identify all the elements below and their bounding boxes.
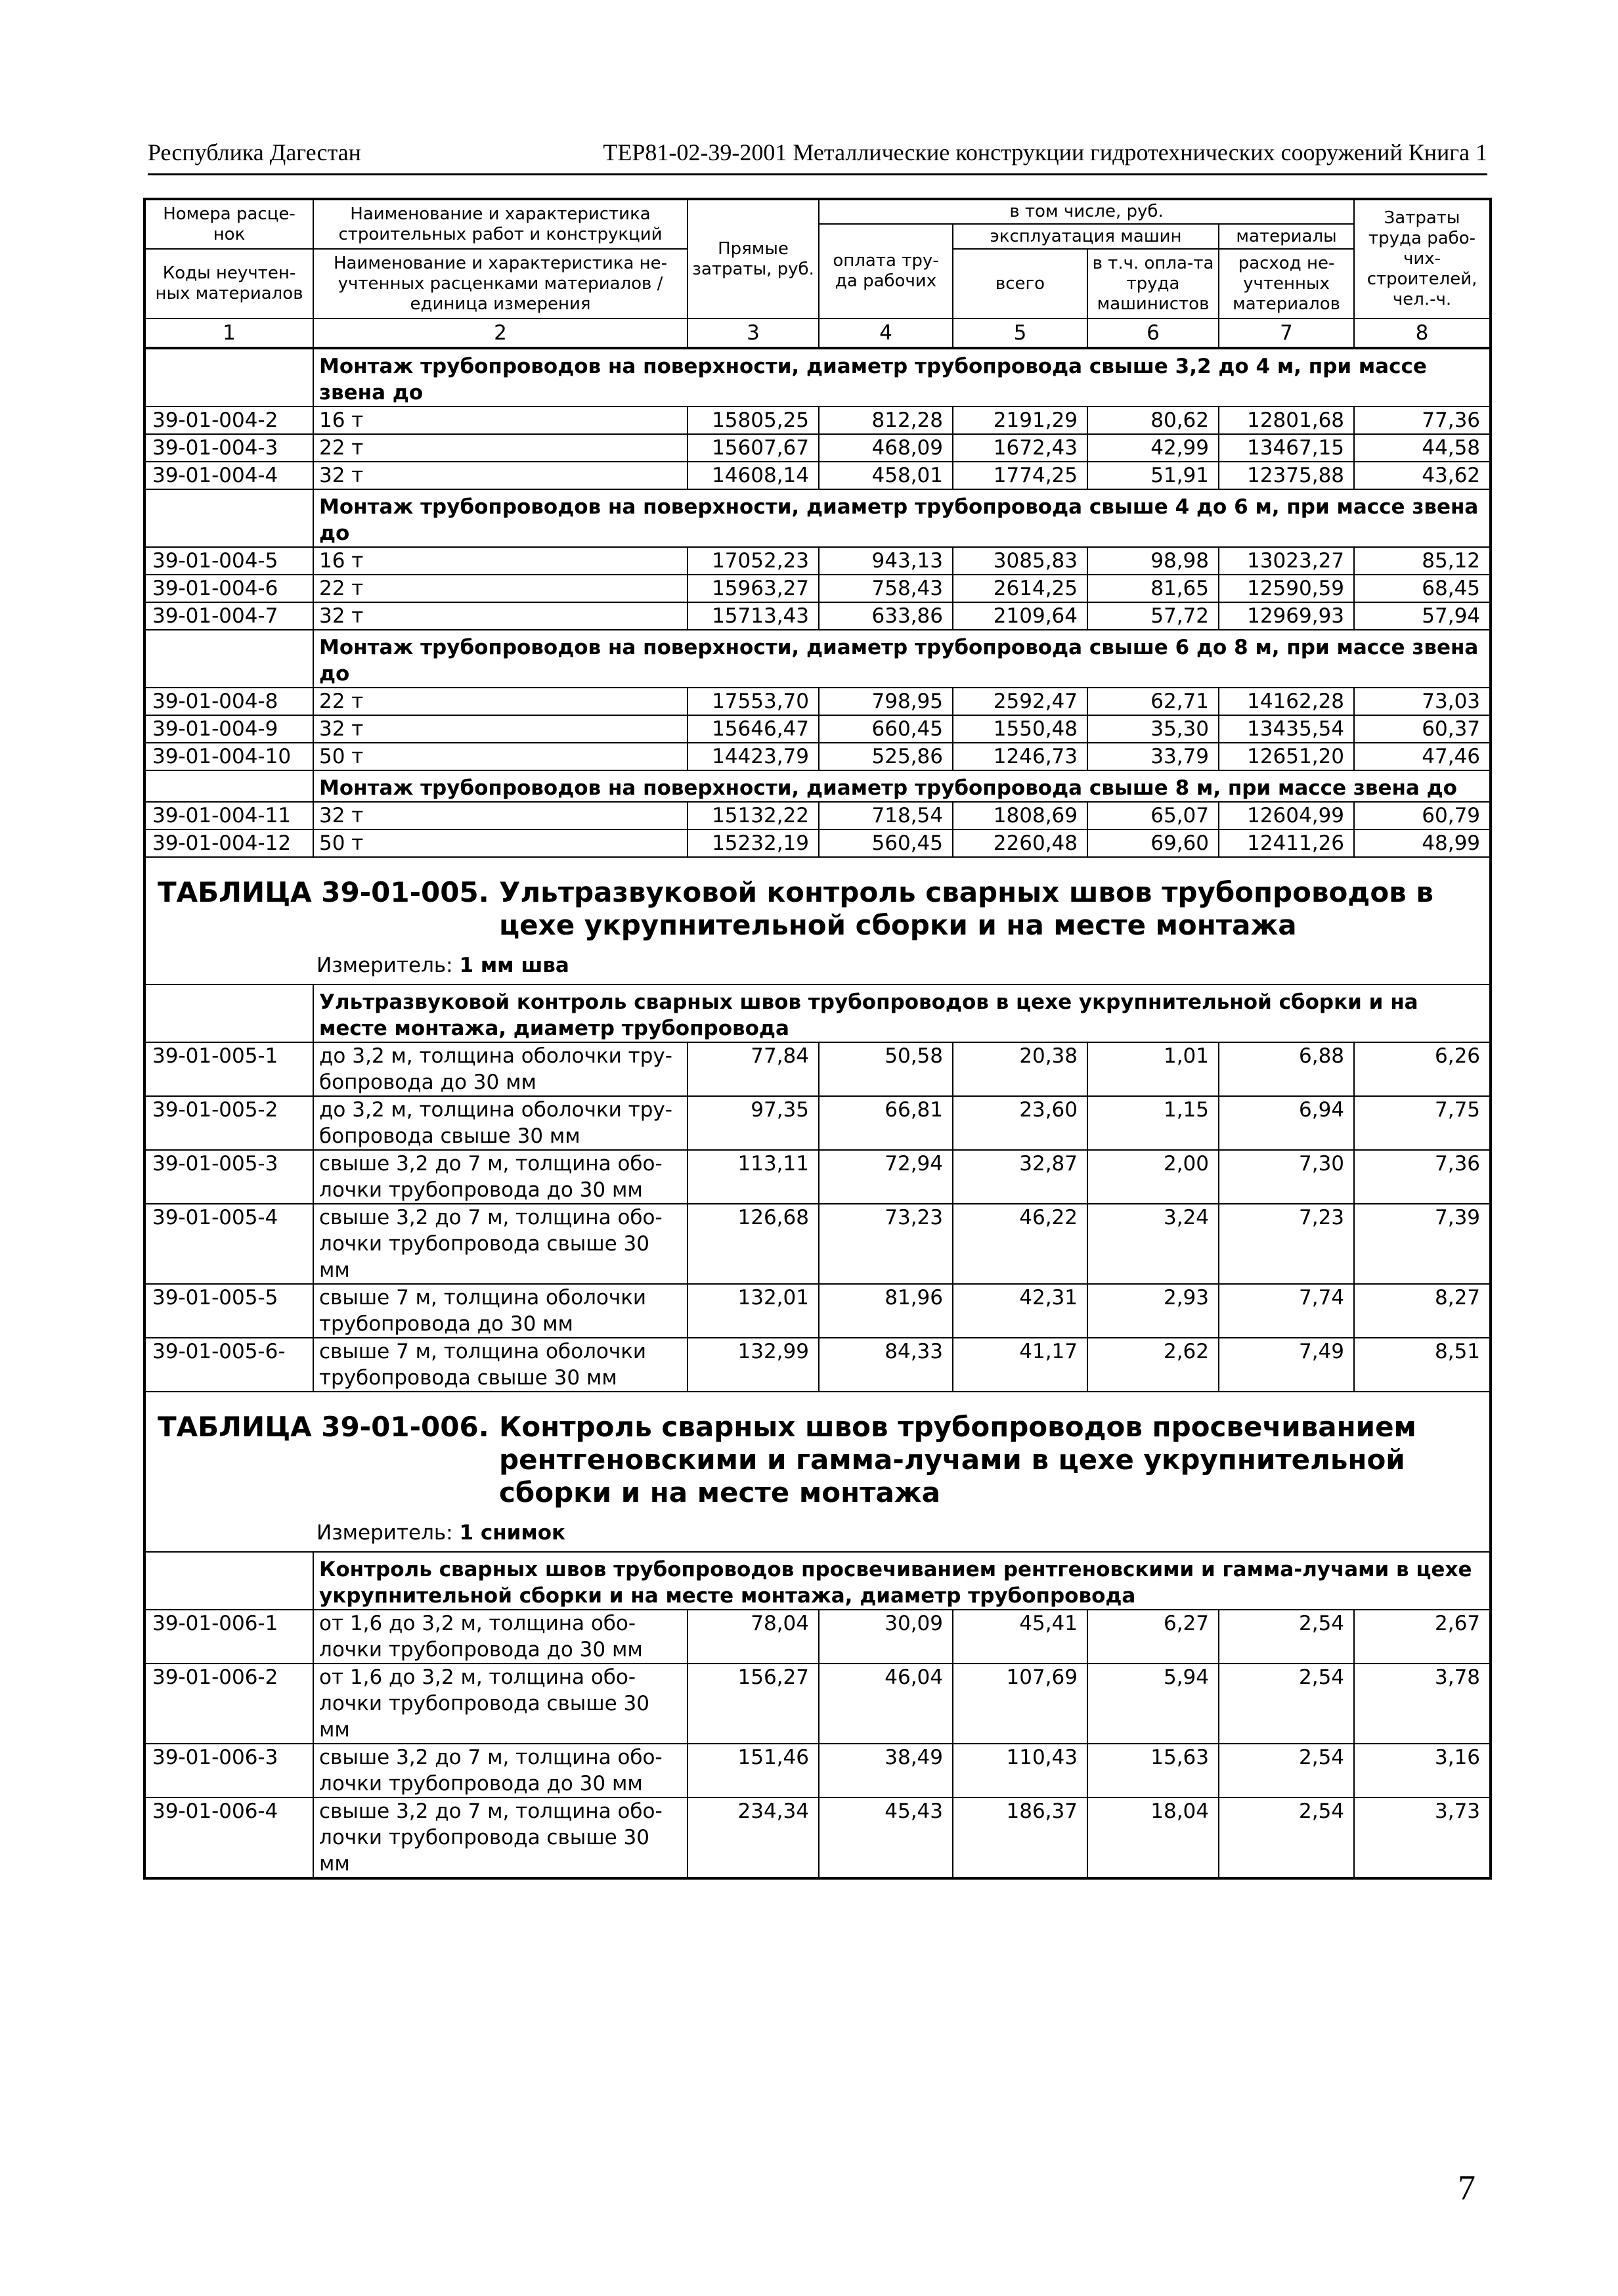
work-name: 32 т [313, 462, 688, 489]
section-row [144, 770, 1491, 802]
section-title: Монтаж трубопроводов на поверхности, диаметр трубопровода свыше 3,2 до 4 м, при массе звена до [313, 348, 1491, 407]
worker-wages: 50,58 [819, 1042, 953, 1096]
worker-wages: 660,45 [819, 715, 953, 743]
machinist-wages: 57,72 [1087, 602, 1219, 630]
table-heading-row [144, 857, 1491, 984]
rate-code: 39-01-004-2 [144, 407, 313, 434]
machinist-wages: 5,94 [1087, 1664, 1219, 1744]
worker-wages: 46,04 [819, 1664, 953, 1744]
unaccounted-materials: 12375,88 [1219, 462, 1354, 489]
measurement-unit [146, 1509, 1489, 1551]
table-row [144, 1284, 1491, 1338]
direct-costs: 234,34 [688, 1798, 819, 1878]
rate-code: 39-01-004-7 [144, 602, 313, 630]
meter-label: Измеритель: [317, 1521, 453, 1545]
direct-costs: 17553,70 [688, 688, 819, 715]
table-row [144, 1798, 1491, 1878]
work-name: 22 т [313, 688, 688, 715]
work-name: 22 т [313, 434, 688, 462]
worker-wages: 81,96 [819, 1284, 953, 1338]
direct-costs: 15232,19 [688, 829, 819, 857]
section-row [144, 1552, 1491, 1610]
table-row [144, 1096, 1491, 1150]
table-heading [146, 858, 1489, 942]
table-title: Ультразвуковой контроль сварных швов трубопроводов в цехе укрупнительной сборки и на месте монтажа [499, 876, 1433, 941]
col-work-name: Наименование и характеристика строительных работ и конструкций [313, 199, 688, 249]
section-title: Контроль сварных швов трубопроводов просвечиванием рентгеновскими и гамма-лучами в цехе укрупнительной сборки и на месте монтажа, диаметр трубопровода [313, 1552, 1491, 1610]
rate-code: 39-01-005-3 [144, 1150, 313, 1204]
table-row [144, 547, 1491, 575]
labor-costs: 3,78 [1354, 1664, 1491, 1744]
unaccounted-materials: 2,54 [1219, 1610, 1354, 1664]
direct-costs: 156,27 [688, 1664, 819, 1744]
machines-total: 45,41 [953, 1610, 1087, 1664]
unaccounted-materials: 2,54 [1219, 1744, 1354, 1798]
labor-costs: 48,99 [1354, 829, 1491, 857]
machinist-wages: 62,71 [1087, 688, 1219, 715]
column-number: 7 [1219, 319, 1354, 348]
machines-total: 2592,47 [953, 688, 1087, 715]
rate-code: 39-01-004-5 [144, 547, 313, 575]
page-header [148, 138, 1487, 175]
machinist-wages: 15,63 [1087, 1744, 1219, 1798]
rates-table [143, 198, 1492, 1880]
machinist-wages: 18,04 [1087, 1798, 1219, 1878]
machines-total: 1774,25 [953, 462, 1087, 489]
table-title: Контроль сварных швов трубопроводов просвечиванием рентгеновскими и гамма-лучами в цехе укрупнительной сборки и на месте монтажа [499, 1411, 1416, 1509]
worker-wages: 633,86 [819, 602, 953, 630]
machinist-wages: 1,15 [1087, 1096, 1219, 1150]
labor-costs: 43,62 [1354, 462, 1491, 489]
table-number: ТАБЛИЦА 39-01-005. [158, 876, 489, 908]
column-number: 4 [819, 319, 953, 348]
machinist-wages: 51,91 [1087, 462, 1219, 489]
worker-wages: 458,01 [819, 462, 953, 489]
worker-wages: 525,86 [819, 743, 953, 770]
rate-code: 39-01-004-4 [144, 462, 313, 489]
section-code-cell [144, 984, 313, 1042]
unaccounted-materials: 12411,26 [1219, 829, 1354, 857]
machines-total: 20,38 [953, 1042, 1087, 1096]
measurement-unit [146, 942, 1489, 984]
table-row [144, 802, 1491, 829]
header-region: Республика Дагестан [148, 139, 361, 166]
machines-total: 41,17 [953, 1338, 1087, 1392]
labor-costs: 3,73 [1354, 1798, 1491, 1878]
rate-code: 39-01-004-3 [144, 434, 313, 462]
work-name: 22 т [313, 575, 688, 602]
table-row [144, 1744, 1491, 1798]
column-number: 6 [1087, 319, 1219, 348]
worker-wages: 66,81 [819, 1096, 953, 1150]
direct-costs: 15132,22 [688, 802, 819, 829]
table-row [144, 688, 1491, 715]
machines-total: 2260,48 [953, 829, 1087, 857]
machines-total: 1808,69 [953, 802, 1087, 829]
labor-costs: 85,12 [1354, 547, 1491, 575]
worker-wages: 38,49 [819, 1744, 953, 1798]
work-name: свыше 3,2 до 7 м, толщина обо-лочки трубопровода свыше 30 мм [313, 1204, 688, 1284]
col-machines-total: всего [953, 249, 1087, 319]
rate-code: 39-01-005-1 [144, 1042, 313, 1096]
work-name: свыше 3,2 до 7 м, толщина обо-лочки трубопровода до 30 мм [313, 1150, 688, 1204]
column-numbers-row [144, 319, 1491, 348]
section-row [144, 489, 1491, 547]
column-number: 2 [313, 319, 688, 348]
machines-total: 2109,64 [953, 602, 1087, 630]
direct-costs: 17052,23 [688, 547, 819, 575]
page-number: 7 [1458, 2168, 1476, 2207]
meter-label: Измеритель: [317, 954, 453, 977]
machinist-wages: 80,62 [1087, 407, 1219, 434]
meter-value: 1 снимок [459, 1521, 566, 1545]
labor-costs: 77,36 [1354, 407, 1491, 434]
direct-costs: 113,11 [688, 1150, 819, 1204]
direct-costs: 14608,14 [688, 462, 819, 489]
section-code-cell [144, 489, 313, 547]
machines-total: 186,37 [953, 1798, 1087, 1878]
unaccounted-materials: 2,54 [1219, 1664, 1354, 1744]
rate-code: 39-01-006-1 [144, 1610, 313, 1664]
rate-code: 39-01-005-6- [144, 1338, 313, 1392]
labor-costs: 7,36 [1354, 1150, 1491, 1204]
machinist-wages: 2,62 [1087, 1338, 1219, 1392]
section-row [144, 630, 1491, 688]
machinist-wages: 6,27 [1087, 1610, 1219, 1664]
worker-wages: 718,54 [819, 802, 953, 829]
rate-code: 39-01-006-3 [144, 1744, 313, 1798]
table-header [144, 199, 1491, 319]
machines-total: 2614,25 [953, 575, 1087, 602]
machinist-wages: 65,07 [1087, 802, 1219, 829]
table-row [144, 1664, 1491, 1744]
work-name: свыше 7 м, толщина оболочки трубопровода свыше 30 мм [313, 1338, 688, 1392]
worker-wages: 30,09 [819, 1610, 953, 1664]
rate-code: 39-01-005-2 [144, 1096, 313, 1150]
table-row [144, 1042, 1491, 1096]
meter-value: 1 мм шва [459, 954, 569, 977]
table-row [144, 462, 1491, 489]
worker-wages: 798,95 [819, 688, 953, 715]
machines-total: 107,69 [953, 1664, 1087, 1744]
section-title: Ультразвуковой контроль сварных швов трубопроводов в цехе укрупнительной сборки и на месте монтажа, диаметр трубопровода [313, 984, 1491, 1042]
machines-total: 42,31 [953, 1284, 1087, 1338]
direct-costs: 15646,47 [688, 715, 819, 743]
unaccounted-materials: 2,54 [1219, 1798, 1354, 1878]
labor-costs: 6,26 [1354, 1042, 1491, 1096]
section-title: Монтаж трубопроводов на поверхности, диаметр трубопровода свыше 4 до 6 м, при массе звена до [313, 489, 1491, 547]
unaccounted-materials: 7,30 [1219, 1150, 1354, 1204]
direct-costs: 15607,67 [688, 434, 819, 462]
work-name: 50 т [313, 829, 688, 857]
column-number: 1 [144, 319, 313, 348]
col-rate-numbers: Номера расце-нок [144, 199, 313, 249]
direct-costs: 132,01 [688, 1284, 819, 1338]
table-heading [146, 1392, 1489, 1509]
work-name: 50 т [313, 743, 688, 770]
rate-code: 39-01-004-10 [144, 743, 313, 770]
machines-total: 110,43 [953, 1744, 1087, 1798]
table-row [144, 434, 1491, 462]
work-name: 16 т [313, 547, 688, 575]
table-row [144, 743, 1491, 770]
unaccounted-materials: 13435,54 [1219, 715, 1354, 743]
machinist-wages: 69,60 [1087, 829, 1219, 857]
unaccounted-materials: 6,94 [1219, 1096, 1354, 1150]
labor-costs: 8,51 [1354, 1338, 1491, 1392]
machines-total: 1550,48 [953, 715, 1087, 743]
section-code-cell [144, 1552, 313, 1610]
labor-costs: 7,39 [1354, 1204, 1491, 1284]
column-number: 5 [953, 319, 1087, 348]
worker-wages: 45,43 [819, 1798, 953, 1878]
table-row [144, 829, 1491, 857]
col-group-machines: эксплуатация машин [953, 224, 1219, 249]
unaccounted-materials: 12590,59 [1219, 575, 1354, 602]
unaccounted-materials: 12969,93 [1219, 602, 1354, 630]
col-unaccounted-materials: расход не-учтенных материалов [1219, 249, 1354, 319]
col-unaccounted-codes: Коды неучтен-ных материалов [144, 249, 313, 319]
work-name: до 3,2 м, толщина оболочки тру-бопровода свыше 30 мм [313, 1096, 688, 1150]
table-number: ТАБЛИЦА 39-01-006. [158, 1411, 489, 1443]
labor-costs: 47,46 [1354, 743, 1491, 770]
machines-total: 1672,43 [953, 434, 1087, 462]
section-row [144, 984, 1491, 1042]
table-row [144, 1204, 1491, 1284]
work-name: 32 т [313, 802, 688, 829]
labor-costs: 2,67 [1354, 1610, 1491, 1664]
worker-wages: 72,94 [819, 1150, 953, 1204]
machinist-wages: 98,98 [1087, 547, 1219, 575]
table-row [144, 1610, 1491, 1664]
labor-costs: 7,75 [1354, 1096, 1491, 1150]
work-name: 32 т [313, 715, 688, 743]
labor-costs: 68,45 [1354, 575, 1491, 602]
direct-costs: 78,04 [688, 1610, 819, 1664]
direct-costs: 132,99 [688, 1338, 819, 1392]
work-name: свыше 3,2 до 7 м, толщина обо-лочки трубопровода до 30 мм [313, 1744, 688, 1798]
col-labor-costs: Затраты труда рабо-чих-строителей, чел.-ч. [1354, 199, 1491, 319]
rate-code: 39-01-005-4 [144, 1204, 313, 1284]
machinist-wages: 3,24 [1087, 1204, 1219, 1284]
direct-costs: 14423,79 [688, 743, 819, 770]
table-row [144, 1150, 1491, 1204]
machines-total: 32,87 [953, 1150, 1087, 1204]
labor-costs: 73,03 [1354, 688, 1491, 715]
table-row [144, 1338, 1491, 1392]
work-name: от 1,6 до 3,2 м, толщина обо-лочки трубопровода свыше 30 мм [313, 1664, 688, 1744]
labor-costs: 44,58 [1354, 434, 1491, 462]
machinist-wages: 33,79 [1087, 743, 1219, 770]
worker-wages: 758,43 [819, 575, 953, 602]
rate-code: 39-01-005-5 [144, 1284, 313, 1338]
direct-costs: 15713,43 [688, 602, 819, 630]
table-row [144, 715, 1491, 743]
machinist-wages: 2,93 [1087, 1284, 1219, 1338]
machinist-wages: 42,99 [1087, 434, 1219, 462]
table-row [144, 575, 1491, 602]
rate-code: 39-01-004-12 [144, 829, 313, 857]
worker-wages: 73,23 [819, 1204, 953, 1284]
unaccounted-materials: 14162,28 [1219, 688, 1354, 715]
direct-costs: 15963,27 [688, 575, 819, 602]
rate-code: 39-01-004-11 [144, 802, 313, 829]
section-code-cell [144, 348, 313, 407]
direct-costs: 126,68 [688, 1204, 819, 1284]
machinist-wages: 81,65 [1087, 575, 1219, 602]
machinist-wages: 35,30 [1087, 715, 1219, 743]
worker-wages: 943,13 [819, 547, 953, 575]
machines-total: 2191,29 [953, 407, 1087, 434]
table-heading-row [144, 1392, 1491, 1552]
work-name: 32 т [313, 602, 688, 630]
section-code-cell [144, 770, 313, 802]
unaccounted-materials: 6,88 [1219, 1042, 1354, 1096]
worker-wages: 84,33 [819, 1338, 953, 1392]
worker-wages: 560,45 [819, 829, 953, 857]
unaccounted-materials: 7,23 [1219, 1204, 1354, 1284]
work-name: от 1,6 до 3,2 м, толщина обо-лочки трубопровода до 30 мм [313, 1610, 688, 1664]
column-number: 8 [1354, 319, 1491, 348]
table-body [144, 319, 1491, 1878]
col-group-materials: материалы [1219, 224, 1354, 249]
col-machinist-wages: в т.ч. опла-та труда машинистов [1087, 249, 1219, 319]
section-code-cell [144, 630, 313, 688]
direct-costs: 77,84 [688, 1042, 819, 1096]
table-row [144, 602, 1491, 630]
labor-costs: 60,79 [1354, 802, 1491, 829]
labor-costs: 57,94 [1354, 602, 1491, 630]
rate-code: 39-01-006-4 [144, 1798, 313, 1878]
direct-costs: 97,35 [688, 1096, 819, 1150]
table-row [144, 407, 1491, 434]
column-number: 3 [688, 319, 819, 348]
machines-total: 1246,73 [953, 743, 1087, 770]
col-group-including: в том числе, руб. [819, 199, 1354, 224]
unaccounted-materials: 12651,20 [1219, 743, 1354, 770]
col-direct-costs: Прямые затраты, руб. [688, 199, 819, 319]
header-document-title: ТЕР81-02-39-2001 Металлические конструкции гидротехнических сооружений Книга 1 [603, 139, 1487, 166]
machines-total: 3085,83 [953, 547, 1087, 575]
rate-code: 39-01-004-6 [144, 575, 313, 602]
rate-code: 39-01-006-2 [144, 1664, 313, 1744]
unaccounted-materials: 13023,27 [1219, 547, 1354, 575]
machines-total: 23,60 [953, 1096, 1087, 1150]
unaccounted-materials: 7,74 [1219, 1284, 1354, 1338]
work-name: до 3,2 м, толщина оболочки тру-бопровода до 30 мм [313, 1042, 688, 1096]
machinist-wages: 2,00 [1087, 1150, 1219, 1204]
labor-costs: 3,16 [1354, 1744, 1491, 1798]
worker-wages: 468,09 [819, 434, 953, 462]
rate-code: 39-01-004-9 [144, 715, 313, 743]
unaccounted-materials: 12604,99 [1219, 802, 1354, 829]
machines-total: 46,22 [953, 1204, 1087, 1284]
labor-costs: 60,37 [1354, 715, 1491, 743]
work-name: свыше 3,2 до 7 м, толщина обо-лочки трубопровода свыше 30 мм [313, 1798, 688, 1878]
labor-costs: 8,27 [1354, 1284, 1491, 1338]
unaccounted-materials: 12801,68 [1219, 407, 1354, 434]
machinist-wages: 1,01 [1087, 1042, 1219, 1096]
section-title: Монтаж трубопроводов на поверхности, диаметр трубопровода свыше 8 м, при массе звена до [313, 770, 1491, 802]
worker-wages: 812,28 [819, 407, 953, 434]
direct-costs: 151,46 [688, 1744, 819, 1798]
unaccounted-materials: 7,49 [1219, 1338, 1354, 1392]
col-worker-wages: оплата тру-да рабочих [819, 224, 953, 319]
section-row [144, 348, 1491, 407]
col-unaccounted-names: Наименование и характеристика не-учтенных расценками материалов / единица измерения [313, 249, 688, 319]
rate-code: 39-01-004-8 [144, 688, 313, 715]
unaccounted-materials: 13467,15 [1219, 434, 1354, 462]
work-name: 16 т [313, 407, 688, 434]
work-name: свыше 7 м, толщина оболочки трубопровода до 30 мм [313, 1284, 688, 1338]
section-title: Монтаж трубопроводов на поверхности, диаметр трубопровода свыше 6 до 8 м, при массе звена до [313, 630, 1491, 688]
direct-costs: 15805,25 [688, 407, 819, 434]
